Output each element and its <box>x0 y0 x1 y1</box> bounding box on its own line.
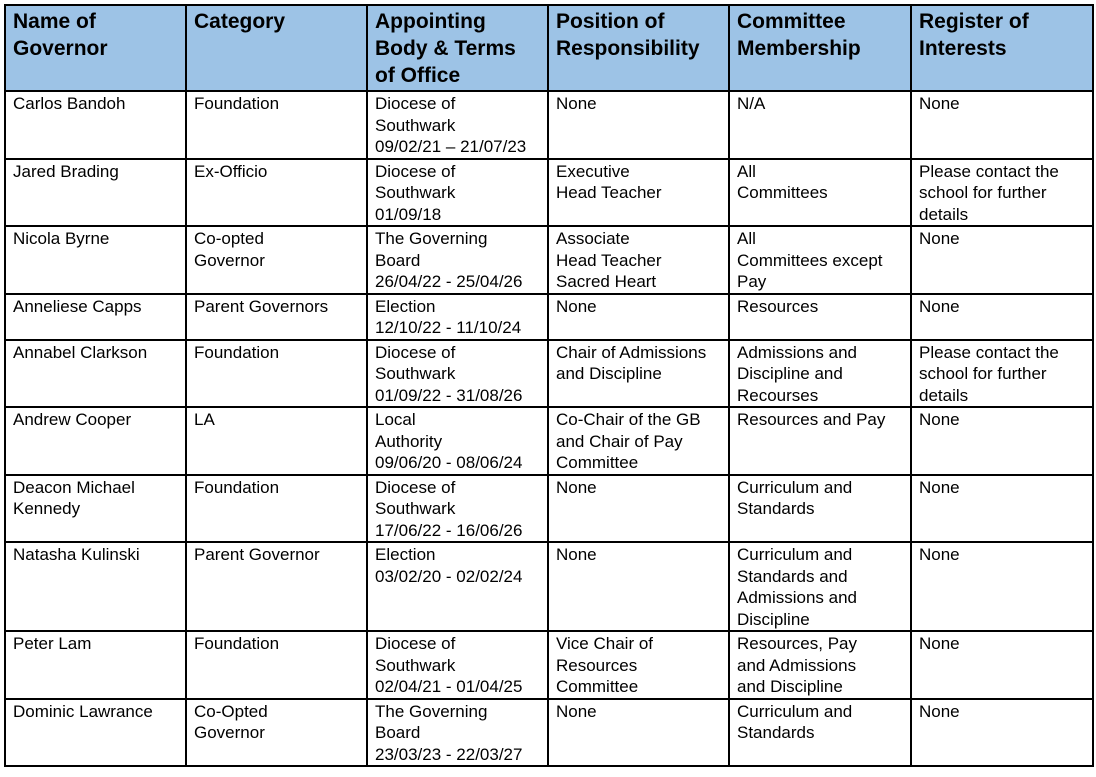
cell-appointing-body: Diocese of Southwark 09/02/21 – 21/07/23 <box>367 91 548 159</box>
cell-position: Executive Head Teacher <box>548 159 729 227</box>
cell-name: Deacon Michael Kennedy <box>5 475 186 543</box>
table-row <box>5 226 1093 294</box>
cell-position: None <box>548 91 729 159</box>
cell-position: None <box>548 699 729 767</box>
cell-interests: None <box>911 294 1093 340</box>
cell-name: Jared Brading <box>5 159 186 227</box>
cell-appointing-body: Local Authority 09/06/20 - 08/06/24 <box>367 407 548 475</box>
cell-category: Foundation <box>186 475 367 543</box>
cell-position: Chair of Admissions and Discipline <box>548 340 729 408</box>
table-row <box>5 159 1093 227</box>
cell-interests: None <box>911 699 1093 767</box>
cell-appointing-body: The Governing Board 26/04/22 - 25/04/26 <box>367 226 548 294</box>
header-name-of-governor: Name of Governor <box>5 5 186 91</box>
cell-name: Anneliese Capps <box>5 294 186 340</box>
cell-interests: None <box>911 631 1093 699</box>
cell-interests: None <box>911 475 1093 543</box>
cell-category: Co-opted Governor <box>186 226 367 294</box>
cell-category: Parent Governor <box>186 542 367 631</box>
cell-committee: All Committees except Pay <box>729 226 911 294</box>
cell-category: LA <box>186 407 367 475</box>
cell-committee: Curriculum and Standards <box>729 475 911 543</box>
cell-position: Co-Chair of the GB and Chair of Pay Committee <box>548 407 729 475</box>
cell-name: Andrew Cooper <box>5 407 186 475</box>
cell-interests: None <box>911 407 1093 475</box>
cell-name: Dominic Lawrance <box>5 699 186 767</box>
cell-appointing-body: Diocese of Southwark 17/06/22 - 16/06/26 <box>367 475 548 543</box>
table-row <box>5 542 1093 631</box>
cell-appointing-body: Election 12/10/22 - 11/10/24 <box>367 294 548 340</box>
table-row <box>5 340 1093 408</box>
cell-committee: Admissions and Discipline and Recourses <box>729 340 911 408</box>
cell-committee: Resources <box>729 294 911 340</box>
cell-interests: None <box>911 226 1093 294</box>
cell-name: Carlos Bandoh <box>5 91 186 159</box>
table-row <box>5 294 1093 340</box>
header-register-of-interests: Register of Interests <box>911 5 1093 91</box>
header-appointing-body: Appointing Body & Terms of Office <box>367 5 548 91</box>
table-row <box>5 407 1093 475</box>
cell-appointing-body: Diocese of Southwark 02/04/21 - 01/04/25 <box>367 631 548 699</box>
cell-appointing-body: Diocese of Southwark 01/09/18 <box>367 159 548 227</box>
table-row <box>5 699 1093 767</box>
cell-position: Associate Head Teacher Sacred Heart <box>548 226 729 294</box>
cell-name: Nicola Byrne <box>5 226 186 294</box>
header-committee-membership: Committee Membership <box>729 5 911 91</box>
cell-committee: All Committees <box>729 159 911 227</box>
table-row <box>5 475 1093 543</box>
cell-category: Co-Opted Governor <box>186 699 367 767</box>
cell-category: Parent Governors <box>186 294 367 340</box>
header-position-of-responsibility: Position of Responsibility <box>548 5 729 91</box>
cell-appointing-body: The Governing Board 23/03/23 - 22/03/27 <box>367 699 548 767</box>
cell-committee: Curriculum and Standards <box>729 699 911 767</box>
cell-name: Annabel Clarkson <box>5 340 186 408</box>
cell-appointing-body: Election 03/02/20 - 02/02/24 <box>367 542 548 631</box>
cell-position: None <box>548 294 729 340</box>
cell-category: Foundation <box>186 91 367 159</box>
cell-interests: None <box>911 542 1093 631</box>
cell-committee: Resources and Pay <box>729 407 911 475</box>
cell-name: Peter Lam <box>5 631 186 699</box>
cell-committee: Resources, Pay and Admissions and Discipline <box>729 631 911 699</box>
table-row <box>5 91 1093 159</box>
cell-category: Foundation <box>186 340 367 408</box>
cell-interests: Please contact the school for further details <box>911 159 1093 227</box>
cell-category: Foundation <box>186 631 367 699</box>
header-row <box>5 5 1093 91</box>
cell-category: Ex-Officio <box>186 159 367 227</box>
governors-table <box>4 4 1094 767</box>
cell-position: Vice Chair of Resources Committee <box>548 631 729 699</box>
cell-position: None <box>548 542 729 631</box>
header-category: Category <box>186 5 367 91</box>
cell-interests: Please contact the school for further details <box>911 340 1093 408</box>
cell-committee: Curriculum and Standards and Admissions and Discipline <box>729 542 911 631</box>
cell-appointing-body: Diocese of Southwark 01/09/22 - 31/08/26 <box>367 340 548 408</box>
table-row <box>5 631 1093 699</box>
cell-position: None <box>548 475 729 543</box>
cell-interests: None <box>911 91 1093 159</box>
cell-committee: N/A <box>729 91 911 159</box>
cell-name: Natasha Kulinski <box>5 542 186 631</box>
